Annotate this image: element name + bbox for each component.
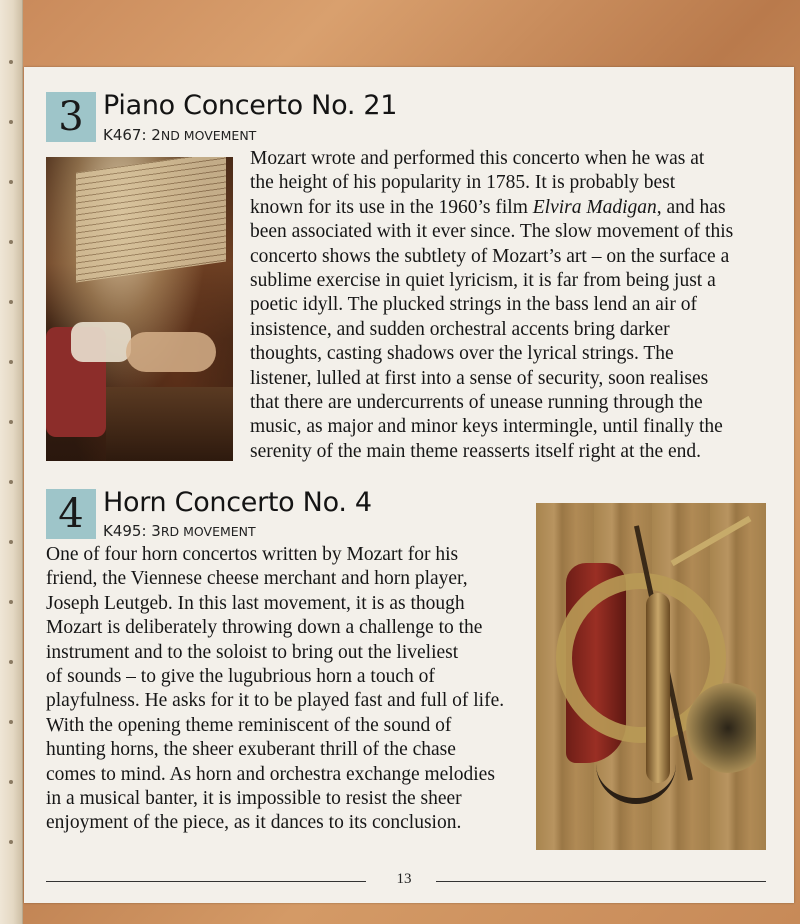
body-line-start: known for its use in the 1960’s film (250, 196, 533, 218)
subtitle-movement: RD MOVEMENT (160, 524, 256, 539)
binding-hole (9, 540, 13, 544)
section-4-body (46, 543, 504, 836)
body-line-end: , and has (656, 196, 726, 218)
body-line: With the opening theme reminiscent of the sound of (46, 714, 452, 736)
bow-curve-shape (596, 758, 676, 804)
body-line: Joseph Leutgeb. In this last movement, it is as though (46, 592, 465, 614)
body-line: concerto shows the subtlety of Mozart’s art – on the surface a (250, 245, 730, 267)
section-4-title: Horn Concerto No. 4 (103, 487, 372, 518)
body-line: Mozart is deliberately throwing down a challenge to the (46, 617, 483, 639)
track-number-3: 3 (46, 92, 96, 142)
binding-hole (9, 120, 13, 124)
binding-hole (9, 660, 13, 664)
knife-case-shape (646, 593, 670, 783)
body-line: thoughts, casting shadows over the lyrical strings. The (250, 343, 674, 365)
body-line: listener, lulled at first into a sense of security, soon realises (250, 367, 709, 389)
section-3-body (250, 147, 733, 464)
spiral-binding (0, 0, 23, 924)
body-line: the height of his popularity in 1785. It is probably best (250, 172, 676, 194)
footer-rule-right (436, 881, 766, 882)
page-number: 13 (396, 871, 412, 887)
body-line: poetic idyll. The plucked strings in the bass lend an air of (250, 294, 697, 316)
binding-hole (9, 180, 13, 184)
horn-tube-shape (671, 516, 752, 566)
body-line: One of four horn concertos written by Mozart for his (46, 544, 459, 565)
section-4-subtitle (103, 522, 256, 540)
body-line: comes to mind. As horn and orchestra exchange melodies (46, 763, 495, 785)
hunting-horn-painting (536, 503, 766, 850)
body-line: been associated with it ever since. The slow movement of this (250, 221, 734, 243)
binding-hole (9, 720, 13, 724)
body-line: insistence, and sudden orchestral accents bring darker (250, 318, 670, 340)
harpsichord-painting (46, 157, 233, 461)
binding-hole (9, 840, 13, 844)
body-line: Mozart wrote and performed this concerto when he was at (250, 148, 705, 169)
section-3-subtitle (103, 126, 256, 144)
lace-cuff-shape (71, 322, 131, 362)
body-line: of sounds – to give the lugubrious horn a touch of (46, 666, 435, 688)
body-line: that there are undercurrents of unease running through the (250, 392, 703, 414)
section-3-title: Piano Concerto No. 21 (103, 90, 398, 121)
subtitle-catalog: K495: 3 (103, 522, 161, 540)
body-line: playfulness. He asks for it to be played fast and full of life. (46, 690, 505, 712)
body-line: instrument and to the soloist to bring out the liveliest (46, 641, 459, 663)
sheet-music-shape (76, 157, 226, 283)
body-line: serenity of the main theme reasserts itself right at the end. (250, 440, 702, 462)
body-line: sublime exercise in quiet lyricism, it is far from being just a (250, 270, 716, 292)
hand-shape (126, 332, 216, 372)
binding-hole (9, 780, 13, 784)
binding-hole (9, 360, 13, 364)
binding-hole (9, 600, 13, 604)
track-number-4: 4 (46, 489, 96, 539)
body-line: hunting horns, the sheer exuberant thrill of the chase (46, 739, 456, 761)
film-title: Elvira Madigan (532, 196, 657, 218)
footer-rule-left (46, 881, 366, 882)
body-line: enjoyment of the piece, as it dances to its conclusion. (46, 812, 462, 834)
body-line (250, 196, 733, 220)
binding-hole (9, 60, 13, 64)
body-line: in a musical banter, it is impossible to resist the sheer (46, 788, 462, 810)
binding-hole (9, 300, 13, 304)
subtitle-catalog: K467: 2 (103, 126, 161, 144)
subtitle-movement: ND MOVEMENT (160, 128, 257, 143)
binding-hole (9, 480, 13, 484)
binding-hole (9, 420, 13, 424)
body-line: friend, the Viennese cheese merchant and horn player, (46, 568, 468, 590)
binding-hole (9, 240, 13, 244)
horn-bell-shape (686, 683, 756, 773)
body-line: music, as major and minor keys intermingle, until finally the (250, 416, 723, 438)
keyboard-shape (106, 387, 233, 461)
